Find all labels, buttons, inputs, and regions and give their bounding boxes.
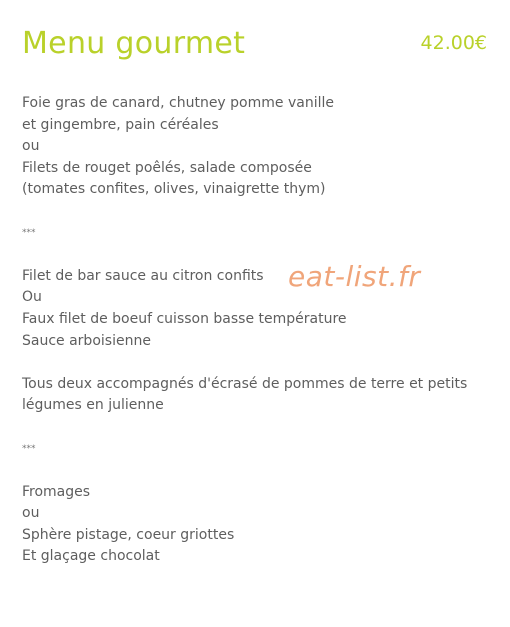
accompagnement-line: légumes en julienne bbox=[22, 397, 164, 414]
spacer bbox=[22, 460, 492, 482]
watermark-logo: eat-list.fr bbox=[288, 260, 421, 293]
menu-price: 42.00€ bbox=[420, 32, 487, 54]
accompagnement-line: Tous deux accompagnés d'écrasé de pommes de terre et petits bbox=[22, 375, 468, 392]
menu-title: Menu gourmet bbox=[22, 26, 246, 61]
entree-or: ou bbox=[22, 138, 40, 155]
plat-or: Ou bbox=[22, 289, 42, 306]
plat-line: Sauce arboisienne bbox=[22, 332, 151, 349]
dessert-or: ou bbox=[22, 505, 40, 522]
plat-line: Filet de bar sauce au citron confits bbox=[22, 267, 264, 284]
dessert-line: Et glaçage chocolat bbox=[22, 548, 160, 565]
menu-content bbox=[22, 93, 492, 568]
plat-line: Faux filet de boeuf cuisson basse température bbox=[22, 310, 347, 327]
dessert-line: Fromages bbox=[22, 483, 91, 500]
entree-line: Foie gras de canard, chutney pomme vanille bbox=[22, 95, 334, 111]
spacer bbox=[22, 201, 492, 223]
entree-line: et gingembre, pain céréales bbox=[22, 116, 219, 133]
spacer bbox=[22, 417, 492, 439]
section-separator: *** bbox=[22, 443, 36, 454]
section-separator: *** bbox=[22, 227, 36, 238]
menu-header bbox=[22, 26, 487, 66]
entree-line: Filets de rouget poêlés, salade composée bbox=[22, 159, 312, 176]
spacer bbox=[22, 352, 492, 374]
entree-line: (tomates confites, olives, vinaigrette thym) bbox=[22, 181, 326, 198]
dessert-line: Sphère pistage, coeur griottes bbox=[22, 526, 235, 543]
spacer bbox=[22, 244, 492, 266]
